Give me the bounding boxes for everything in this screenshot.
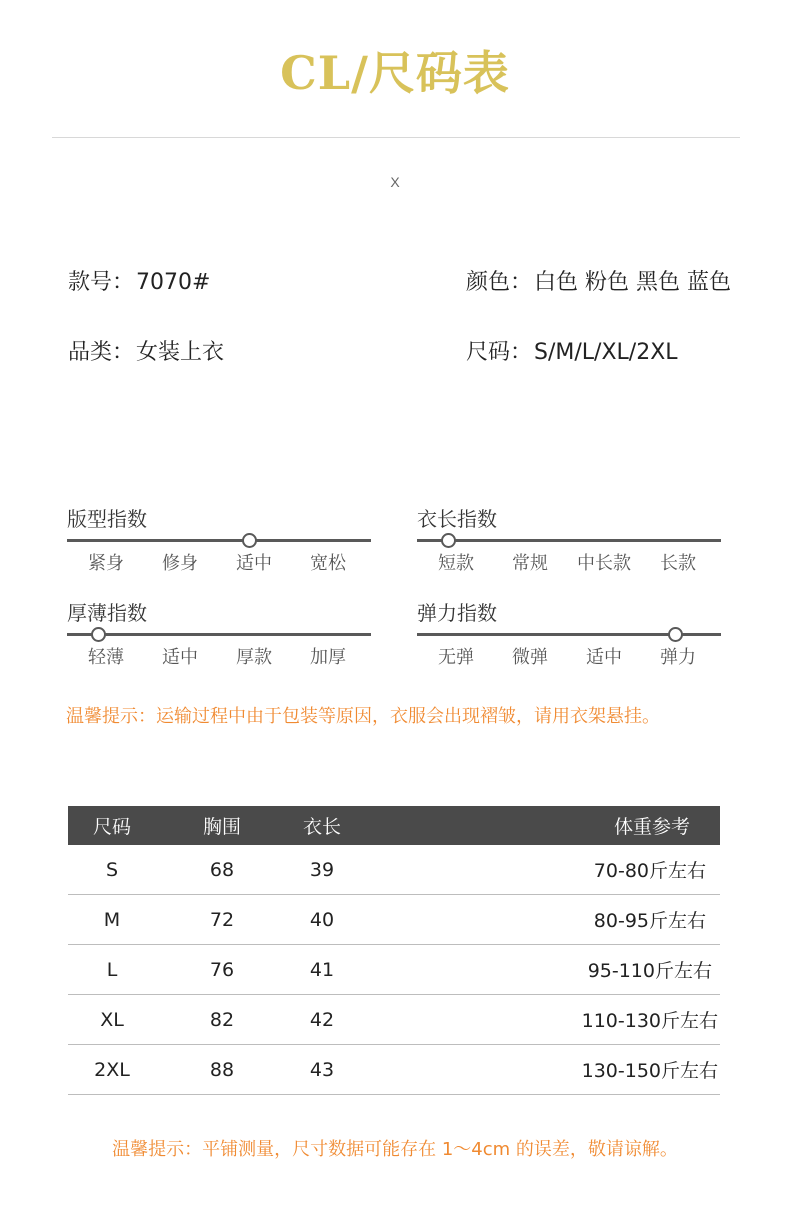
- cell-length: 42: [288, 995, 356, 1045]
- thickness-index-title: 厚薄指数: [67, 601, 147, 625]
- fit-option-1: 紧身: [88, 553, 124, 574]
- title-divider: [52, 137, 740, 138]
- cell-weight: 95-110斤左右: [356, 945, 720, 995]
- cell-weight: 70-80斤左右: [356, 845, 720, 895]
- table-row: [68, 1045, 720, 1095]
- thickness-index-options: [67, 646, 371, 672]
- length-index-options: [417, 552, 721, 578]
- cell-size: L: [68, 945, 156, 995]
- cell-length: 41: [288, 945, 356, 995]
- header-size: 尺码: [68, 806, 156, 845]
- cell-length: 39: [288, 845, 356, 895]
- fit-index-options: [67, 552, 371, 578]
- cell-length: 43: [288, 1045, 356, 1095]
- cell-length: 40: [288, 895, 356, 945]
- size-label: 尺码：: [466, 340, 533, 365]
- thickness-option-3: 厚款: [236, 647, 272, 668]
- header-weight: 体重参考: [356, 806, 720, 845]
- style-number-value: 7070#: [136, 270, 211, 295]
- thickness-option-2: 适中: [162, 647, 198, 668]
- measurement-tip: 温馨提示：平铺测量，尺寸数据可能存在 1～4cm 的误差，敬请谅解。: [112, 1139, 678, 1160]
- cell-bust: 72: [156, 895, 288, 945]
- fit-index-track: [67, 539, 371, 542]
- length-option-1: 短款: [438, 553, 474, 574]
- size-table: [68, 806, 720, 1095]
- page-title: CL/尺码表: [280, 46, 510, 100]
- style-number-label: 款号：: [68, 270, 135, 295]
- elasticity-index-marker: [668, 627, 683, 642]
- size-info: [466, 338, 678, 368]
- thickness-index-marker: [91, 627, 106, 642]
- length-option-4: 长款: [660, 553, 696, 574]
- header-length: 衣长: [288, 806, 356, 845]
- color-label: 颜色：: [466, 270, 533, 295]
- elasticity-option-4: 弹力: [660, 647, 696, 668]
- header-bust: 胸围: [156, 806, 288, 845]
- fit-index-title: 版型指数: [67, 507, 147, 531]
- cell-size: 2XL: [68, 1045, 156, 1095]
- length-index-title: 衣长指数: [417, 507, 497, 531]
- cell-weight: 110-130斤左右: [356, 995, 720, 1045]
- elasticity-option-3: 适中: [586, 647, 622, 668]
- cell-bust: 76: [156, 945, 288, 995]
- cell-bust: 82: [156, 995, 288, 1045]
- color-info: [466, 268, 731, 298]
- table-row: [68, 995, 720, 1045]
- category-info: [68, 338, 224, 368]
- elasticity-index-options: [417, 646, 721, 672]
- color-value: 白色 粉色 黑色 蓝色: [534, 270, 731, 295]
- size-value: S/M/L/XL/2XL: [534, 340, 678, 365]
- thickness-index-track: [67, 633, 371, 636]
- size-table-header: [68, 806, 720, 845]
- table-row: [68, 945, 720, 995]
- cell-size: M: [68, 895, 156, 945]
- elasticity-option-1: 无弹: [438, 647, 474, 668]
- close-marker: X: [390, 174, 400, 190]
- category-value: 女装上衣: [136, 340, 225, 365]
- elasticity-index-title: 弹力指数: [417, 601, 497, 625]
- elasticity-option-2: 微弹: [512, 647, 548, 668]
- cell-size: S: [68, 845, 156, 895]
- fit-index-marker: [242, 533, 257, 548]
- fit-option-3: 适中: [236, 553, 272, 574]
- length-option-3: 中长款: [577, 553, 631, 574]
- cell-size: XL: [68, 995, 156, 1045]
- style-number: [68, 268, 210, 298]
- shipping-tip: 温馨提示：运输过程中由于包装等原因，衣服会出现褶皱，请用衣架悬挂。: [66, 706, 660, 727]
- cell-bust: 88: [156, 1045, 288, 1095]
- length-option-2: 常规: [512, 553, 548, 574]
- thickness-option-1: 轻薄: [88, 647, 124, 668]
- cell-weight: 130-150斤左右: [356, 1045, 720, 1095]
- table-row: [68, 895, 720, 945]
- category-label: 品类：: [68, 340, 135, 365]
- cell-bust: 68: [156, 845, 288, 895]
- table-row: [68, 845, 720, 895]
- thickness-option-4: 加厚: [310, 647, 346, 668]
- length-index-marker: [441, 533, 456, 548]
- cell-weight: 80-95斤左右: [356, 895, 720, 945]
- fit-option-2: 修身: [162, 553, 198, 574]
- length-index-track: [417, 539, 721, 542]
- fit-option-4: 宽松: [310, 553, 346, 574]
